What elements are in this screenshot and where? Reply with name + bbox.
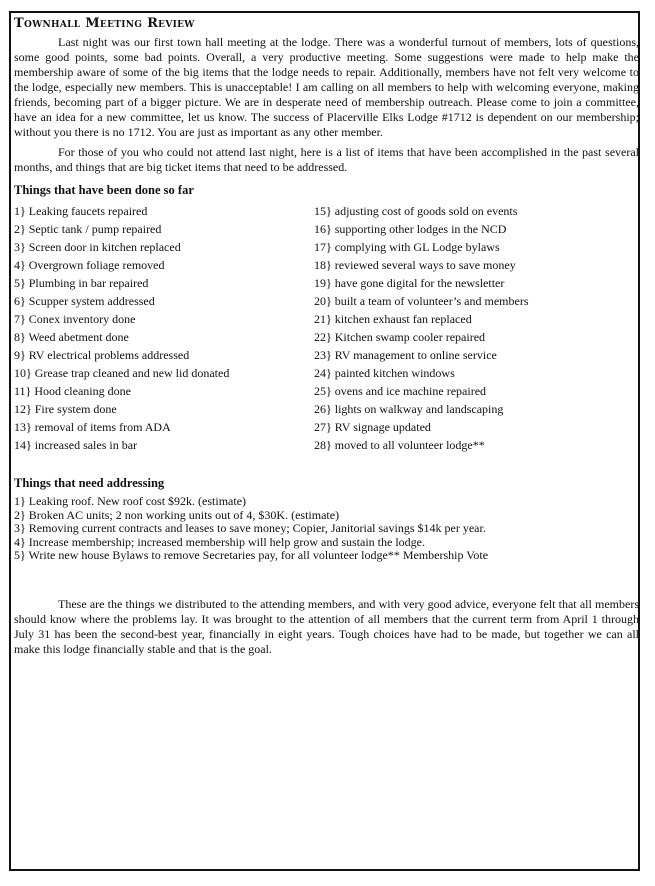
done-item: 28} moved to all volunteer lodge**: [314, 438, 485, 452]
done-item: 14} increased sales in bar: [14, 438, 138, 452]
done-item: 18} reviewed several ways to save money: [314, 258, 516, 272]
done-item: 12} Fire system done: [14, 402, 117, 416]
done-heading: Things that have been done so far: [14, 183, 194, 197]
needs-heading: Things that need addressing: [14, 476, 165, 490]
done-item: 27} RV signage updated: [314, 420, 431, 434]
done-item: 26} lights on walkway and landscaping: [314, 402, 504, 416]
done-item: 5} Plumbing in bar repaired: [14, 276, 149, 290]
done-item: 23} RV management to online service: [314, 348, 497, 362]
needs-item: 2} Broken AC units; 2 non working units out of 4, $30K. (estimate): [14, 507, 340, 522]
done-item: 22} Kitchen swamp cooler repaired: [314, 330, 486, 344]
done-item: 15} adjusting cost of goods sold on events: [314, 204, 518, 218]
done-item: 17} complying with GL Lodge bylaws: [314, 240, 500, 254]
done-item: 1} Leaking faucets repaired: [14, 204, 148, 218]
done-item: 3} Screen door in kitchen replaced: [14, 240, 181, 254]
done-item: 8} Weed abetment done: [14, 330, 129, 344]
needs-item: 3} Removing current contracts and leases to save money; Copier, Janitorial savings $14k per year.: [14, 521, 486, 535]
needs-item: 4} Increase membership; increased membership will help grow and sustain the lodge.: [14, 534, 425, 549]
done-list-left: [14, 202, 314, 454]
newsletter-article: [14, 16, 639, 657]
done-item: 21} kitchen exhaust fan replaced: [314, 312, 472, 326]
done-item: 6} Scupper system addressed: [14, 294, 155, 308]
needs-item: 5} Write new house Bylaws to remove Secretaries pay, for all volunteer lodge** Membership Vote: [14, 548, 489, 562]
needs-list: [14, 495, 639, 563]
done-item: 9} RV electrical problems addressed: [14, 348, 190, 362]
done-item: 25} ovens and ice machine repaired: [314, 384, 487, 398]
intro-paragraph: Last night was our first town hall meeting at the lodge. There was a wonderful turnout of members, lots of questions, some good points, some bad points. Overall, a very productive meeting. Some suggestions were made to help make the membership aware of some of the big items that the lodge needs to repair. Additionally, members have not felt very welcome to the lodge, especially new members. This is unacceptable! I am calling on all members to help with welcoming everyone, making friends, becoming part of a bigger picture. We are in desperate need of membership outreach. Please come to join a committee, have an idea for a new committee, let us know. The success of Placerville Elks Lodge #1712 is dependent on our membership; without you there is no 1712. You are just as important as any other member.: [14, 35, 639, 139]
done-item: 11} Hood cleaning done: [14, 384, 131, 398]
done-item: 13} removal of items from ADA: [14, 420, 171, 434]
closing-paragraph: These are the things we distributed to the attending members, and with very good advice, everyone felt that all members should know where the problems lay. It was brought to the attention of all members that the current term from April 1 through July 31 has been the second-best year, financially in eight years. Tough choices have had to be made, but together we can all make this lodge financially stable and that is the goal.: [14, 596, 639, 656]
needs-item: 1} Leaking roof. New roof cost $92k. (estimate): [14, 494, 247, 508]
done-item: 16} supporting other lodges in the NCD: [314, 222, 507, 236]
list-intro-paragraph: For those of you who could not attend last night, here is a list of items that have been accomplished in the past several months, and things that are big ticket items that need to be addressed.: [14, 145, 639, 174]
article-title: Townhall Meeting Review: [14, 16, 195, 31]
done-item: 10} Grease trap cleaned and new lid donated: [14, 366, 230, 380]
done-item: 4} Overgrown foliage removed: [14, 258, 165, 272]
done-item: 2} Septic tank / pump repaired: [14, 222, 162, 236]
done-item: 24} painted kitchen windows: [314, 366, 455, 380]
done-item: 19} have gone digital for the newsletter: [314, 276, 505, 290]
done-item: 20} built a team of volunteer’s and members: [314, 294, 529, 308]
done-list-right: [314, 202, 614, 454]
done-item: 7} Conex inventory done: [14, 312, 136, 326]
done-list: [14, 202, 639, 454]
